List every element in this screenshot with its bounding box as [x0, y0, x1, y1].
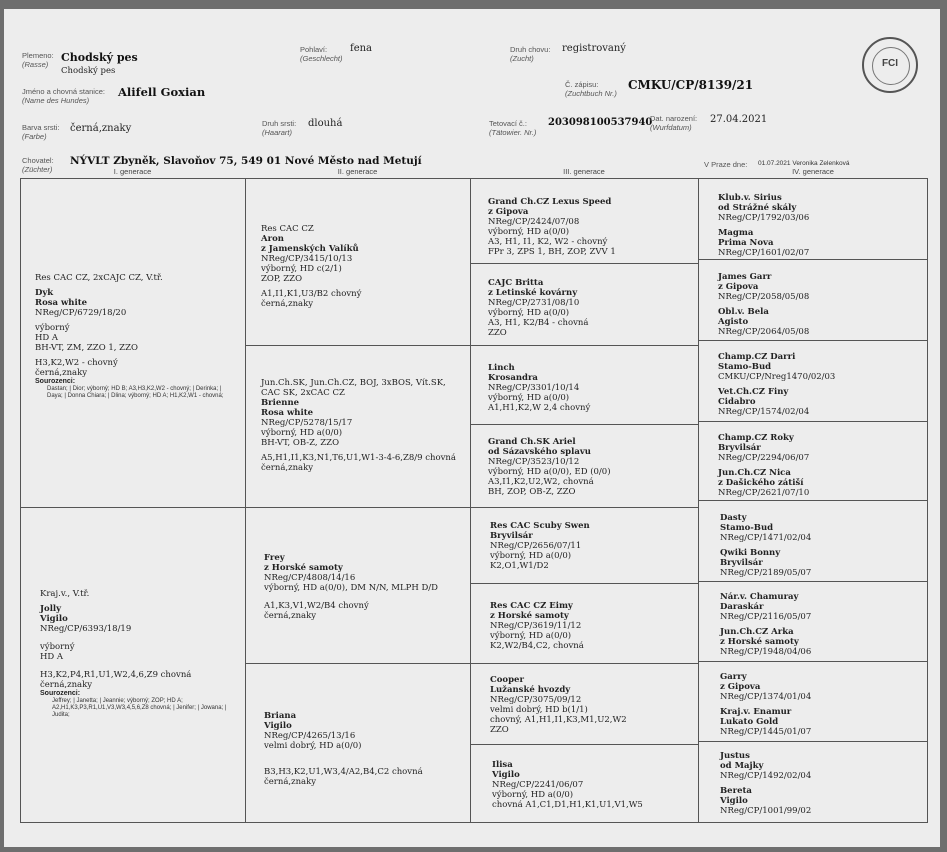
gen4-cell-3: Champ.CZ Darri Stamo-Bud CMKU/CP/Nreg1470/02/03 Vet.Ch.CZ Finy Cidabro NReg/CP/1574/02/04: [718, 352, 836, 417]
gen1-sire: Res CAC CZ, 2xCAJC CZ, V.tř. Dyk Rosa white NReg/CP/6729/18/20 výborný HD A BH-VT, ZM, ZZO 1, ZZO H3,K2,W2 - chovný černá,znaky Sourozenci: Dastan; | Dior; výborný; HD B; A3,H3,K2,W2 - chovný; | Derinka; | Daya; | Donna Chiara; | Dlina; výborný; HD A; H1,K2,W1 - chovná;: [35, 273, 224, 399]
gen3-cell-7: Cooper Lužanské hvozdy NReg/CP/3075/09/12 velmi dobrý, HD b(1/1) chovný, A1,H1,I1,K3,M1,U2,W2 ZZO: [490, 675, 627, 735]
gen4-cell-2: James Garr z Gipova NReg/CP/2058/05/08 Obl.v. Bela Agisto NReg/CP/2064/05/08: [718, 272, 810, 337]
gen3-cell-4: Grand Ch.SK Ariel od Sázavského splavu NReg/CP/3523/10/12 výborný, HD a(0/0), ED (0/0) A3,I1,K2,U2,W2, chovná BH, ZOP, OB-Z, ZZO: [488, 437, 611, 497]
birth-date-label: Dat. narození: (Wurfdatum): [650, 114, 698, 132]
gen3-header: III. generace: [563, 167, 605, 176]
color-value: černá,znaky: [70, 123, 132, 134]
coat-value: dlouhá: [308, 118, 343, 129]
breed-label: Plemeno: (Rasse): [22, 51, 54, 69]
color-label: Barva srsti: (Farbe): [22, 123, 60, 141]
gen1-dam: Kraj.v., V.tř. Jolly Vigilo NReg/CP/6393/18/19 výborný HD A H3,K2,P4,R1,U1,W2,4,6,Z9 chovná černá,znaky Sourozenci: Jeffrey; | Janetta; | Jeannie; výborný; ZOP; HD A; A2,H1,K3,P3,R1,U1,V3,W3,4,5,6,Z8 chovná; | Jenifer; | Jowana; | Judita;: [40, 589, 227, 718]
birth-date-value: 27.04.2021: [710, 114, 768, 125]
studbook-label: Č. zápisu: (Zuchtbuch Nr.): [565, 80, 617, 98]
studbook-value: CMKU/CP/8139/21: [628, 78, 754, 92]
tattoo-label: Tetovací č.: (Tätowier. Nr.): [489, 119, 537, 137]
fci-logo: [862, 37, 918, 93]
dog-name-label: Jméno a chovná stanice: (Name des Hundes): [22, 87, 105, 105]
dog-name-value: Alifell Goxian: [118, 85, 206, 99]
gen4-cell-7: Garry z Gipova NReg/CP/1374/01/04 Kraj.v. Enamur Lukato Gold NReg/CP/1445/01/07: [720, 672, 812, 737]
breeder-value: NÝVLT Zbyněk, Slavoňov 75, 549 01 Nové Město nad Metují: [70, 155, 422, 167]
gen2-cell-2: Jun.Ch.SK, Jun.Ch.CZ, BOJ, 3xBOS, Vít.SK, CAC SK, 2xCAC CZ Brienne Rosa white NReg/CP/5278/15/17 výborný, HD a(0/0) BH-VT, OB-Z, ZZO A5,H1,I1,K3,N1,T6,U1,W1-3-4-6,Z8/9 chovná černá,znaky: [261, 378, 456, 473]
sex-value: fena: [350, 43, 373, 54]
gen2-header: II. generace: [337, 167, 378, 176]
gen4-cell-5: Dasty Stamo-Bud NReg/CP/1471/02/04 Qwiki Bonny Bryvilsár NReg/CP/2189/05/07: [720, 513, 812, 578]
breed-value-alt: Chodský pes: [61, 66, 116, 76]
tattoo-value: 203098100537940: [548, 117, 653, 128]
gen2-cell-3: Frey z Horské samoty NReg/CP/4808/14/16 výborný, HD a(0/0), DM N/N, MLPH D/D A1,K3,V1,W2/B4 chovný černá,znaky: [264, 553, 438, 621]
gen4-header: IV. generace: [792, 167, 834, 176]
sex-label: Pohlaví: (Geschlecht): [300, 45, 343, 63]
gen4-cell-6: Nár.v. Chamuray Daraskár NReg/CP/2116/05/07 Jun.Ch.CZ Arka z Horské samoty NReg/CP/1948/04/06: [720, 592, 812, 657]
gen1-header: I. generace: [113, 167, 152, 176]
gen3-cell-6: Res CAC CZ Eimy z Horské samoty NReg/CP/3619/11/12 výborný, HD a(0/0) K2,W2/B4,C2, chovná: [490, 601, 584, 651]
gen2-cell-4: Briana Vigilo NReg/CP/4265/13/16 velmi dobrý, HD a(0/0) B3,H3,K2,U1,W3,4/A2,B4,C2 chovná černá,znaky: [264, 711, 423, 787]
gen4-cell-1: Klub.v. Sirius od Strážné skály NReg/CP/1792/03/06 Magma Prima Nova NReg/CP/1601/02/07: [718, 193, 810, 258]
gen3-cell-5: Res CAC Scuby Swen Bryvilsár NReg/CP/2656/07/11 výborný, HD a(0/0) K2,O1,W1/D2: [490, 521, 590, 571]
gen4-cell-4: Champ.CZ Roky Bryvilsár NReg/CP/2294/06/07 Jun.Ch.CZ Nica z Dašického zátiší NReg/CP/2621/07/10: [718, 433, 810, 498]
gen3-cell-3: Linch Krosandra NReg/CP/3301/10/14 výborný, HD a(0/0) A1,H1,K2,W 2,4 chovný: [488, 363, 591, 413]
gen4-cell-8: Justus od Majky NReg/CP/1492/02/04 Bereta Vigilo NReg/CP/1001/99/02: [720, 751, 812, 816]
breed-value: Chodský pes: [61, 51, 138, 64]
gen3-cell-2: CAJC Britta z Letinské kovárny NReg/CP/2731/08/10 výborný, HD a(0/0) A3, H1, K2/B4 - chovná ZZO: [488, 278, 589, 338]
breeding-type-value: registrovaný: [562, 43, 626, 54]
gen3-cell-8: Ilisa Vigilo NReg/CP/2241/06/07 výborný, HD a(0/0) chovná A1,C1,D1,H1,K1,U1,V1,W5: [492, 760, 643, 810]
issue-date-value: 01.07.2021 Veronika Zelenková: [758, 160, 850, 167]
gen3-cell-1: Grand Ch.CZ Lexus Speed z Gipova NReg/CP/2424/07/08 výborný, HD a(0/0) A3, H1, I1, K2, W2 - chovný FPr 3, ZPS 1, BH, ZOP, ZVV 1: [488, 197, 616, 257]
coat-label: Druh srsti: (Haarart): [262, 119, 297, 137]
breeder-label: Chovatel: (Züchter): [22, 156, 54, 174]
issue-date-label: V Praze dne:: [704, 160, 748, 169]
breeding-type-label: Druh chovu: (Zucht): [510, 45, 551, 63]
fci-logo-text: FCI: [881, 58, 899, 69]
gen2-cell-1: Res CAC CZ Aron z Jamenských Valíků NReg/CP/3415/10/13 výborný, HD c(2/1) ZOP, ZZO A1,I1,K1,U3/B2 chovný černá,znaky: [261, 224, 362, 309]
